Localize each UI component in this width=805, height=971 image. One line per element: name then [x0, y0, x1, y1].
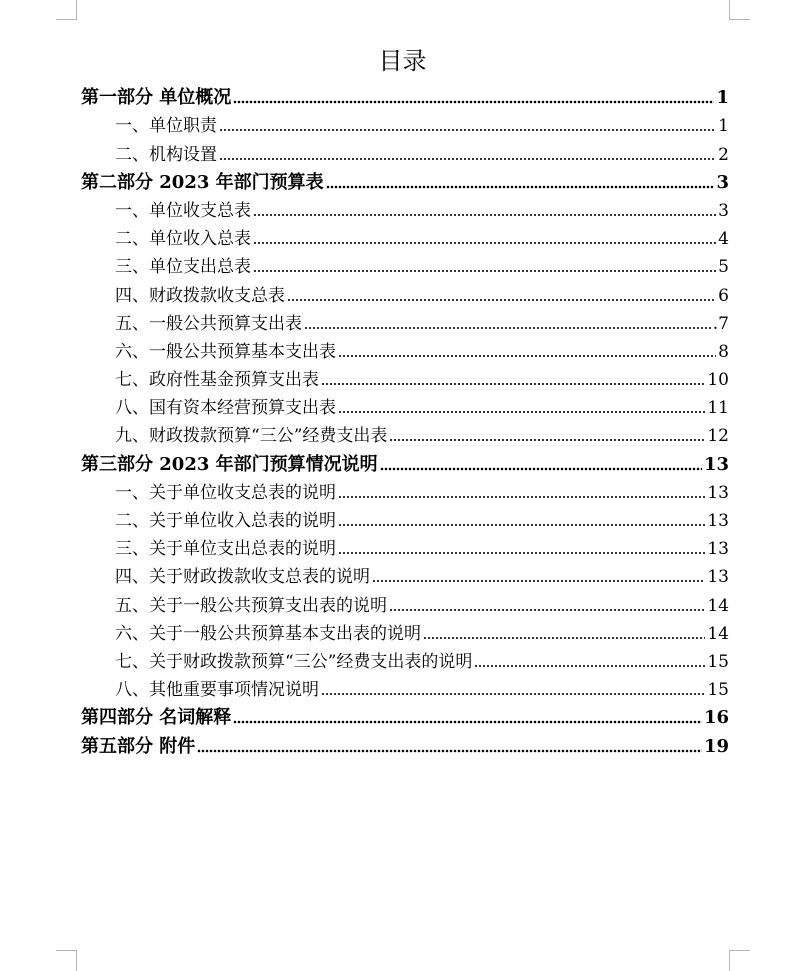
- toc-dot-leader: [253, 241, 716, 245]
- toc-entry-label: 四、财政拨款收支总表: [115, 285, 285, 306]
- toc-item-entry[interactable]: [81, 307, 729, 335]
- toc-dot-leader: [219, 128, 716, 132]
- toc-entry-label: 七、政府性基金预算支出表: [115, 370, 319, 391]
- toc-entry-label: 四、关于财政拨款收支总表的说明: [115, 567, 370, 588]
- toc-entry-label: 六、一般公共预算基本支出表: [115, 341, 336, 362]
- toc-dot-leader: [326, 185, 715, 189]
- toc-page-number: 5: [718, 257, 729, 278]
- toc-item-entry[interactable]: [81, 109, 729, 137]
- toc-entry-label: 第二部分 2023 年部门预算表: [81, 171, 324, 193]
- toc-page-number: 13: [707, 511, 729, 531]
- toc-page-number: 14: [707, 595, 729, 616]
- table-of-contents: [81, 81, 729, 758]
- toc-page-number: 13: [707, 539, 729, 560]
- corner-mark-bottom-right: [729, 950, 750, 971]
- toc-item-entry[interactable]: [81, 391, 729, 419]
- toc-item-entry[interactable]: [81, 673, 729, 701]
- toc-page-number: 19: [703, 735, 729, 757]
- toc-item-entry[interactable]: [81, 476, 729, 504]
- toc-dot-leader: [338, 495, 705, 499]
- toc-page-number: 2: [718, 144, 729, 165]
- toc-dot-leader: [474, 664, 705, 668]
- toc-page-number: 6: [718, 285, 729, 306]
- toc-entry-label: 三、关于单位支出总表的说明: [115, 539, 336, 560]
- toc-entry-label: 九、财政拨款预算“三公”经费支出表: [115, 426, 388, 447]
- toc-page-number: 14: [707, 623, 729, 644]
- toc-entry-label: 一、关于单位收支总表的说明: [115, 482, 336, 503]
- toc-item-entry[interactable]: [81, 560, 729, 588]
- toc-dot-leader: [423, 636, 705, 640]
- toc-item-entry[interactable]: [81, 222, 729, 250]
- toc-item-entry[interactable]: [81, 137, 729, 165]
- toc-item-entry[interactable]: [81, 588, 729, 616]
- toc-page-number: 16: [703, 707, 729, 729]
- toc-dot-leader: [338, 551, 705, 555]
- toc-page-number: 15: [707, 680, 729, 701]
- toc-item-entry[interactable]: [81, 645, 729, 673]
- corner-mark-bottom-left: [56, 950, 77, 971]
- toc-dot-leader: [233, 100, 714, 104]
- toc-dot-leader: [197, 749, 702, 753]
- toc-entry-label: 八、其他重要事项情况说明: [115, 680, 319, 701]
- toc-entry-label: 第五部分 附件: [81, 735, 196, 757]
- toc-dot-leader: [380, 467, 702, 471]
- toc-item-entry[interactable]: [81, 419, 729, 447]
- toc-page-number: 3: [718, 200, 729, 221]
- toc-page-number: 15: [707, 651, 729, 672]
- toc-dot-leader: [338, 354, 716, 358]
- toc-entry-label: 六、关于一般公共预算基本支出表的说明: [115, 623, 421, 644]
- toc-page-number: 13: [703, 453, 729, 475]
- toc-entry-label: 第三部分 2023 年部门预算情况说明: [81, 453, 378, 475]
- toc-part-entry[interactable]: [81, 447, 729, 475]
- toc-item-entry[interactable]: [81, 278, 729, 306]
- corner-mark-top-right: [729, 0, 750, 20]
- toc-entry-label: 第一部分 单位概况: [81, 87, 232, 109]
- toc-dot-leader: [338, 523, 705, 527]
- toc-dot-leader: [389, 608, 705, 612]
- toc-entry-label: 七、关于财政拨款预算“三公”经费支出表的说明: [115, 651, 473, 672]
- toc-page-number: 3: [716, 171, 729, 193]
- page-title: 目录: [378, 47, 427, 75]
- toc-entry-label: 二、单位收入总表: [115, 229, 251, 250]
- toc-page-number: 13: [707, 482, 729, 503]
- toc-page-number: 13: [707, 567, 729, 588]
- toc-entry-label: 二、关于单位收入总表的说明: [115, 511, 336, 531]
- toc-page-number: 8: [718, 341, 729, 362]
- toc-dot-leader: [321, 692, 705, 696]
- toc-entry-label: 第四部分 名词解释: [81, 707, 232, 729]
- toc-dot-leader: [233, 720, 702, 724]
- toc-dot-leader: [219, 157, 716, 161]
- toc-page-number: 11: [707, 398, 729, 419]
- toc-item-entry[interactable]: [81, 363, 729, 391]
- toc-page-number: 1: [716, 87, 729, 109]
- toc-dot-leader: [321, 382, 705, 386]
- toc-item-entry[interactable]: [81, 194, 729, 222]
- toc-entry-label: 五、关于一般公共预算支出表的说明: [115, 595, 387, 616]
- toc-item-entry[interactable]: [81, 504, 729, 532]
- toc-page-number: 4: [718, 229, 729, 250]
- toc-dot-leader: [372, 579, 705, 583]
- toc-dot-leader: [389, 438, 705, 442]
- toc-entry-label: 五、一般公共预算支出表: [115, 313, 302, 334]
- toc-page-number: 10: [707, 370, 729, 391]
- toc-item-entry[interactable]: [81, 335, 729, 363]
- toc-item-entry[interactable]: [81, 617, 729, 645]
- toc-dot-leader: [287, 298, 716, 302]
- toc-part-entry[interactable]: [81, 701, 729, 729]
- toc-part-entry[interactable]: [81, 729, 729, 757]
- toc-part-entry[interactable]: [81, 166, 729, 194]
- toc-entry-label: 二、机构设置: [115, 144, 217, 165]
- toc-item-entry[interactable]: [81, 250, 729, 278]
- toc-dot-leader: [253, 269, 716, 273]
- toc-entry-label: 一、单位职责: [115, 116, 217, 137]
- toc-dot-leader: [253, 213, 716, 217]
- toc-item-entry[interactable]: [81, 532, 729, 560]
- toc-page-number: 12: [707, 426, 729, 447]
- toc-page-number: 1: [718, 116, 729, 137]
- toc-entry-label: 一、单位收支总表: [115, 200, 251, 221]
- corner-mark-top-left: [56, 0, 77, 20]
- toc-part-entry[interactable]: [81, 81, 729, 109]
- toc-entry-label: 三、单位支出总表: [115, 257, 251, 278]
- toc-dot-leader: [338, 410, 705, 414]
- toc-page-number: .7: [712, 313, 729, 334]
- toc-entry-label: 八、国有资本经营预算支出表: [115, 398, 336, 419]
- toc-dot-leader: [304, 326, 711, 330]
